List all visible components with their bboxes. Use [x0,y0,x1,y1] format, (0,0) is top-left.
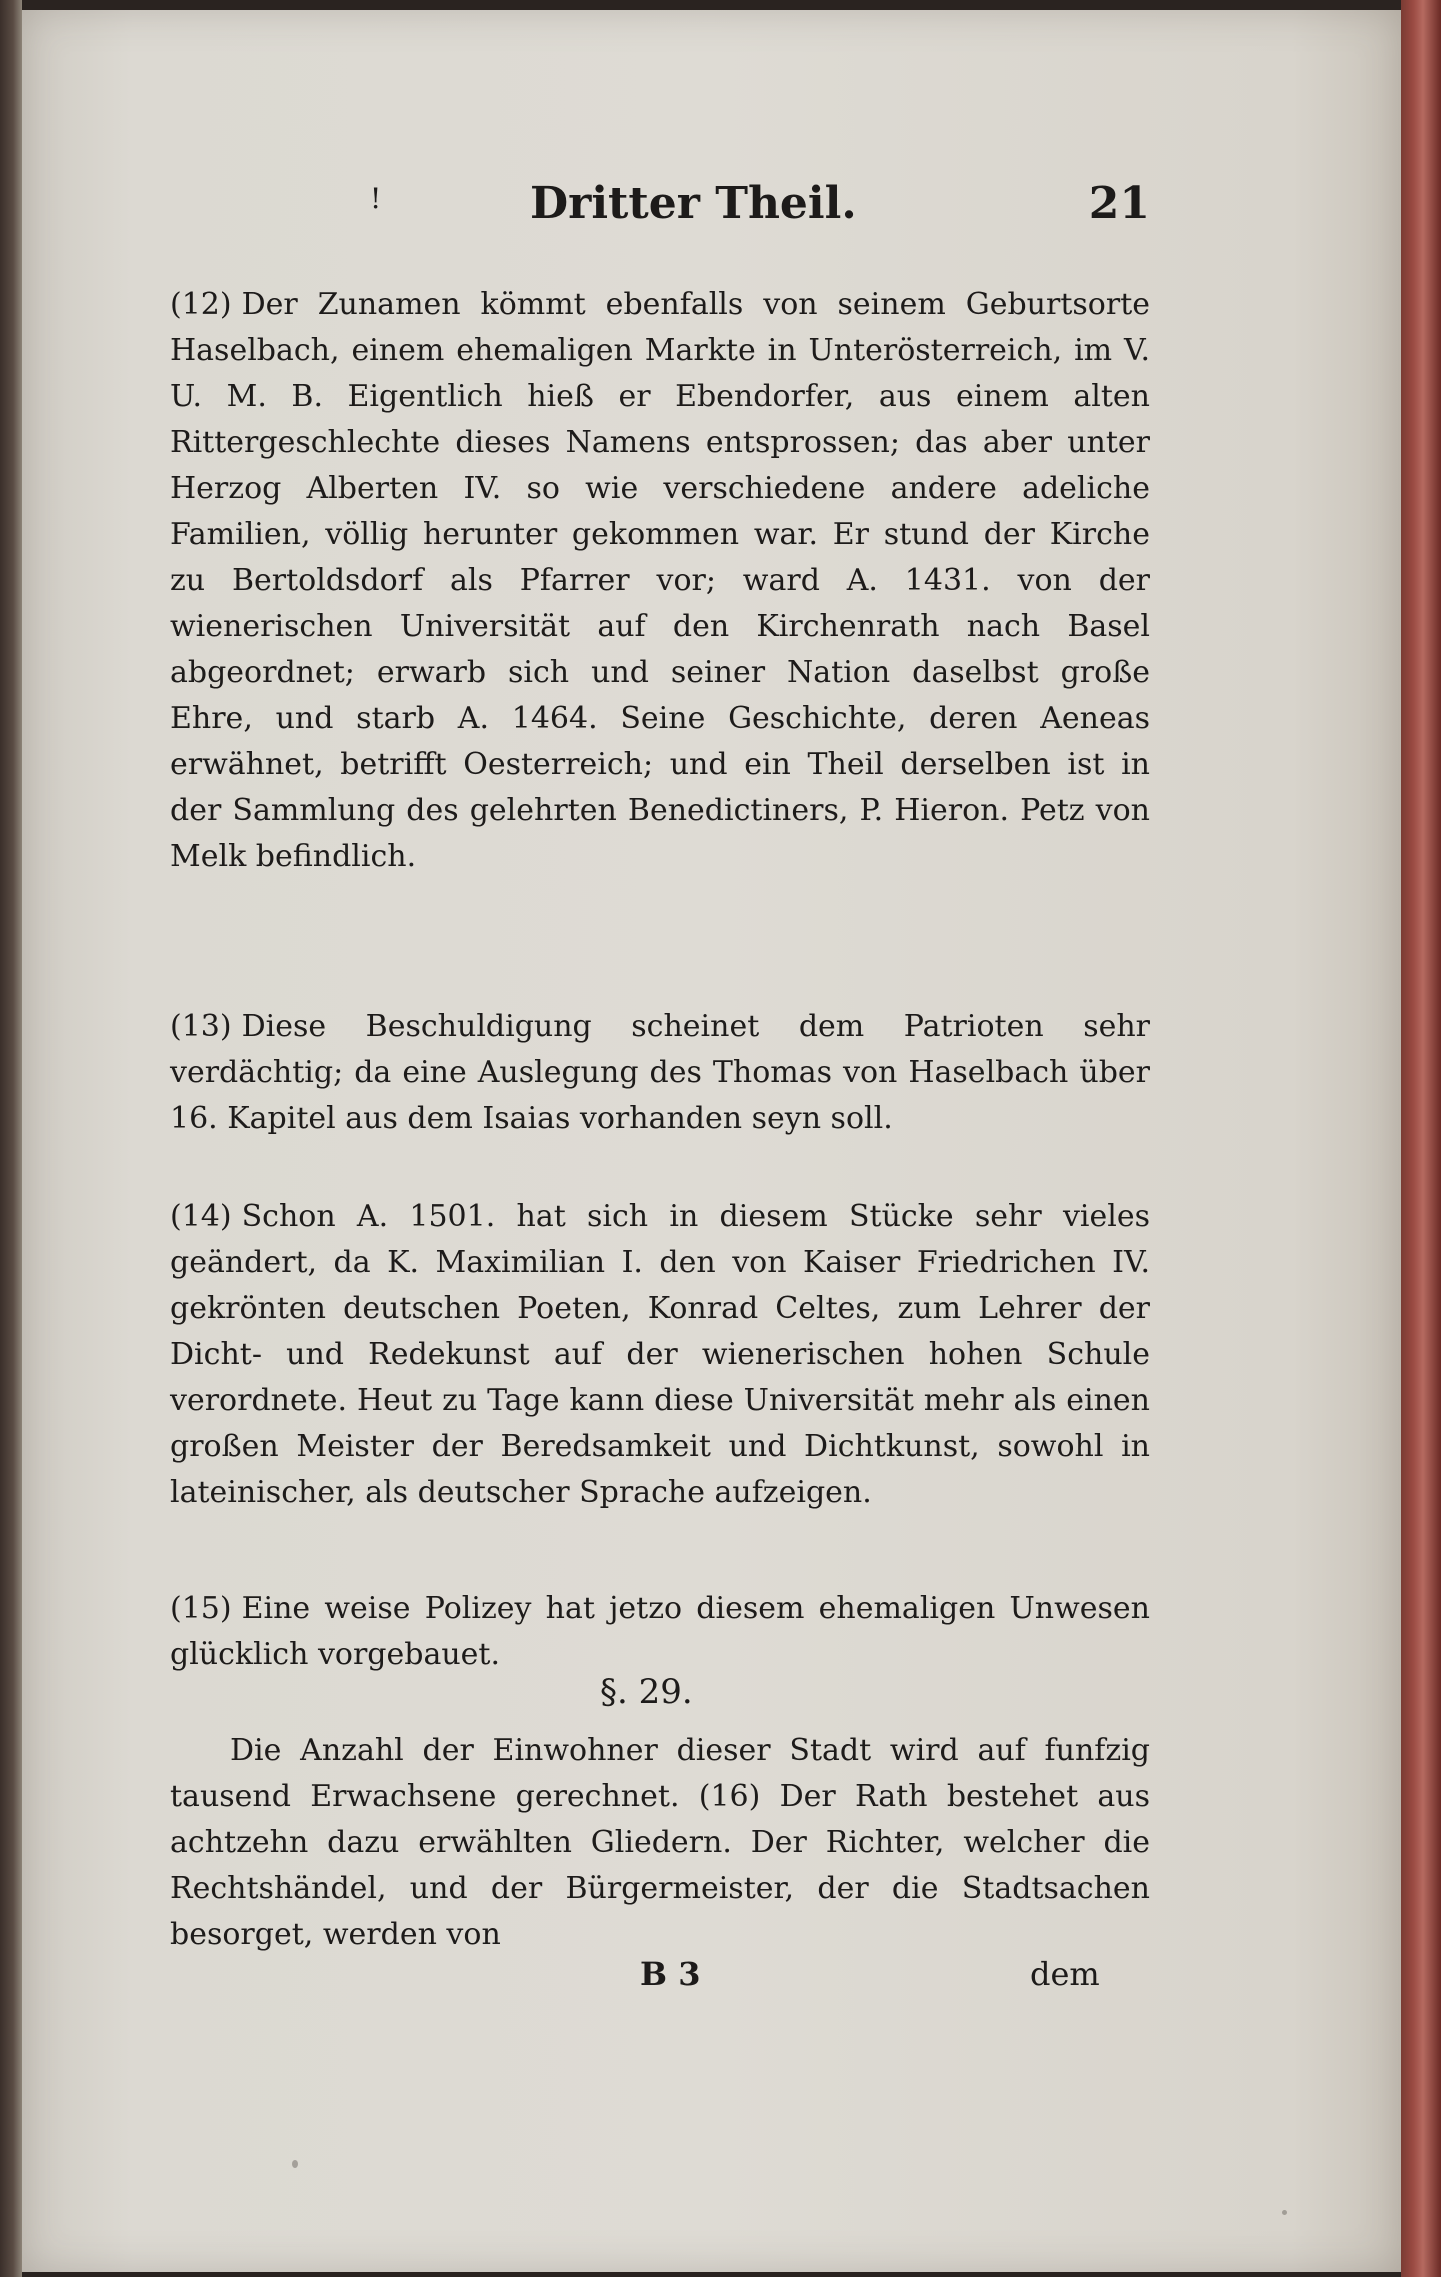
footnote-number: (12) [170,287,232,322]
footnote-text: Der Zunamen kömmt ebenfalls von seinem Geburtsorte Haselbach, einem ehemaligen Markte in Unterösterreich, im V. U. M. B. Eigentlich hieß er Ebendorfer, aus einem alten Rittergeschlechte dieses Namens entsprossen; das aber unter Herzog Alberten IV. so wie verschiedene andere adeliche Familien, völlig herunter gekommen war. Er stund der Kirche zu Bertoldsdorf als Pfarrer vor; ward A. 1431. von der wienerischen Universität auf den Kirchenrath nach Basel abgeordnet; erwarb sich und seiner Nation daselbst große Ehre, und starb A. 1464. Seine Geschichte, deren Aeneas erwähnet, betrifft Oesterreich; und ein Theil derselben ist in der Sammlung des gelehrten Benedictiners, P. Hieron. Petz von Melk befindlich. [170,287,1150,874]
header-mark: ! [370,182,382,215]
running-title: Dritter Theil. [530,178,857,229]
page-footer [170,1955,1150,2005]
catchword: dem [1030,1955,1100,1993]
signature-mark: B 3 [640,1955,701,1993]
page-content [170,0,1150,2277]
section-heading: §. 29. [600,1672,693,1712]
footnote-number: (15) [170,1591,232,1626]
footnote-14 [170,1194,1150,1516]
footnote-12 [170,282,1150,880]
page-number: 21 [1088,178,1150,229]
page-header [170,178,1150,238]
footnote-text: Schon A. 1501. hat sich in diesem Stücke sehr vieles geändert, da K. Maximilian I. den von Kaiser Friedrichen IV. gekrönten deutschen Poeten, Konrad Celtes, zum Lehrer der Dicht- und Redekunst auf der wienerischen hohen Schule verordnete. Heut zu Tage kann diese Universität mehr als einen großen Meister der Beredsamkeit und Dichtkunst, sowohl in lateinischer, als deutscher Sprache aufzeigen. [170,1199,1150,1510]
book-cover-edge [1401,0,1441,2277]
ink-spot [1282,2210,1287,2215]
footnote-number: (14) [170,1199,232,1234]
footnote-text: Diese Beschuldigung scheinet dem Patrioten sehr verdächtig; da eine Auslegung des Thomas von Haselbach über 16. Kapitel aus dem Isaias vorhanden seyn soll. [170,1009,1150,1136]
footnote-text: Eine weise Polizey hat jetzo diesem ehemaligen Unwesen glücklich vorgebauet. [170,1591,1150,1672]
footnote-15 [170,1586,1150,1678]
book-spine-edge [0,0,22,2277]
section-paragraph: Die Anzahl der Einwohner dieser Stadt wird auf funfzig tausend Erwachsene gerechnet. (16) Der Rath bestehet aus achtzehn dazu erwählten Gliedern. Der Richter, welcher die Rechtshändel, und der Bürgermeister, der die Stadtsachen besorget, werden von [170,1733,1150,1952]
footnote-13 [170,1004,1150,1142]
footnote-number: (13) [170,1009,232,1044]
